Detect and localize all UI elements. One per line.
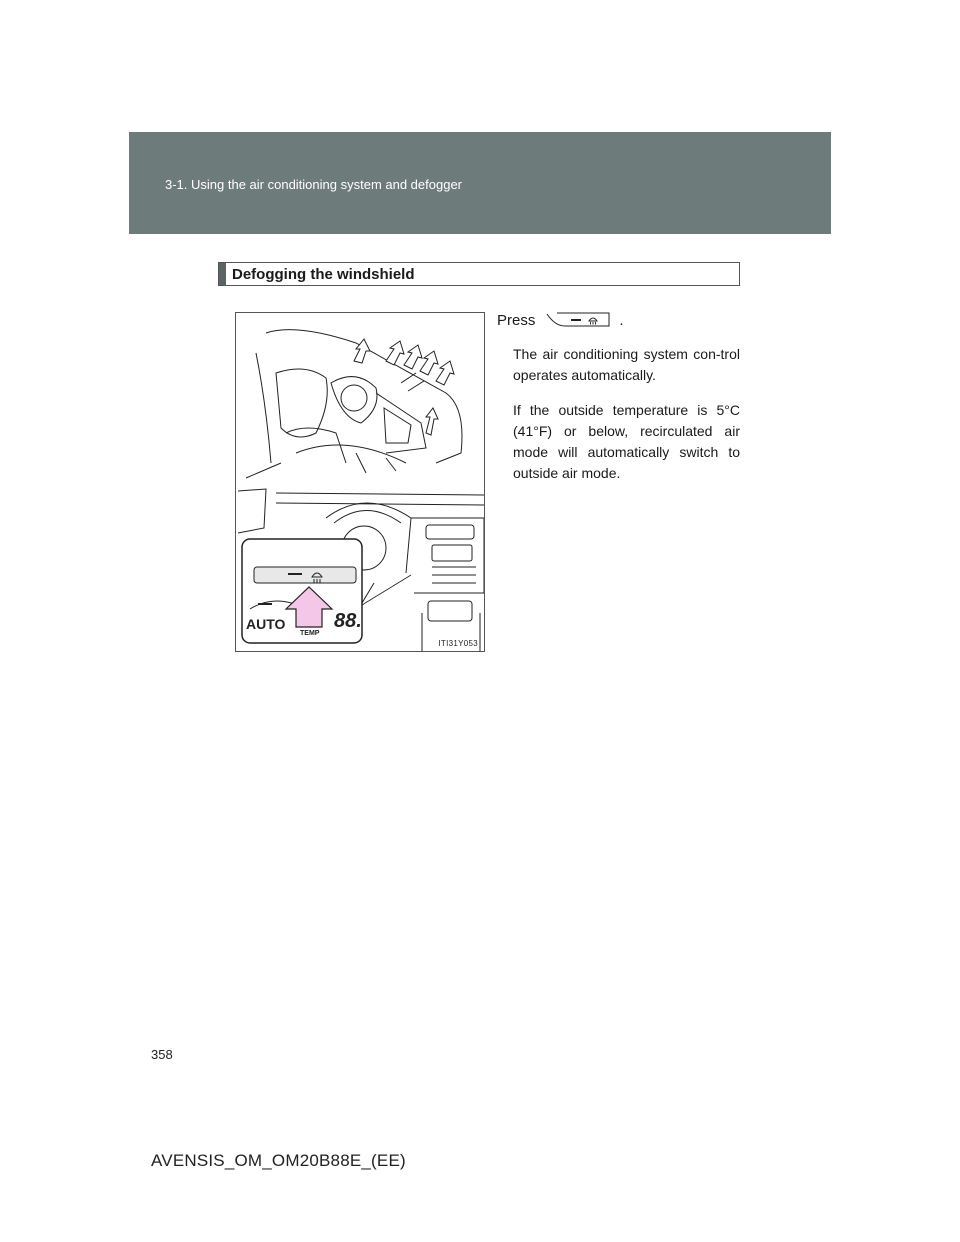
header-band: [129, 132, 831, 234]
defroster-button-icon: [545, 311, 611, 329]
panel-mode-label: AUTO: [246, 616, 286, 632]
paragraph-auto-operation: The air conditioning system con-trol operates automatically.: [513, 346, 740, 383]
illustration-figure: [235, 312, 485, 652]
press-label: Press: [497, 311, 536, 329]
press-suffix: .: [619, 311, 624, 329]
figure-code: ITI31Y053: [438, 639, 478, 648]
interior-illustration: [246, 330, 462, 478]
panel-display: 88.: [334, 610, 362, 632]
illustration-drawing: [236, 313, 485, 652]
section-title: Defogging the windshield: [232, 266, 415, 283]
section-heading-bar: [219, 263, 226, 285]
page-number: 358: [151, 1047, 173, 1062]
breadcrumb: 3-1. Using the air conditioning system and defogger: [165, 177, 463, 192]
paragraph-outside-air: If the outside temperature is 5°C (41°F) or below, recirculated air mode will automatically switch to outside air mode.: [513, 402, 740, 481]
document-code: AVENSIS_OM_OM20B88E_(EE): [151, 1151, 406, 1170]
section-heading: [218, 262, 740, 286]
press-instruction: [497, 311, 624, 329]
panel-temp-label: TEMP: [300, 630, 320, 637]
